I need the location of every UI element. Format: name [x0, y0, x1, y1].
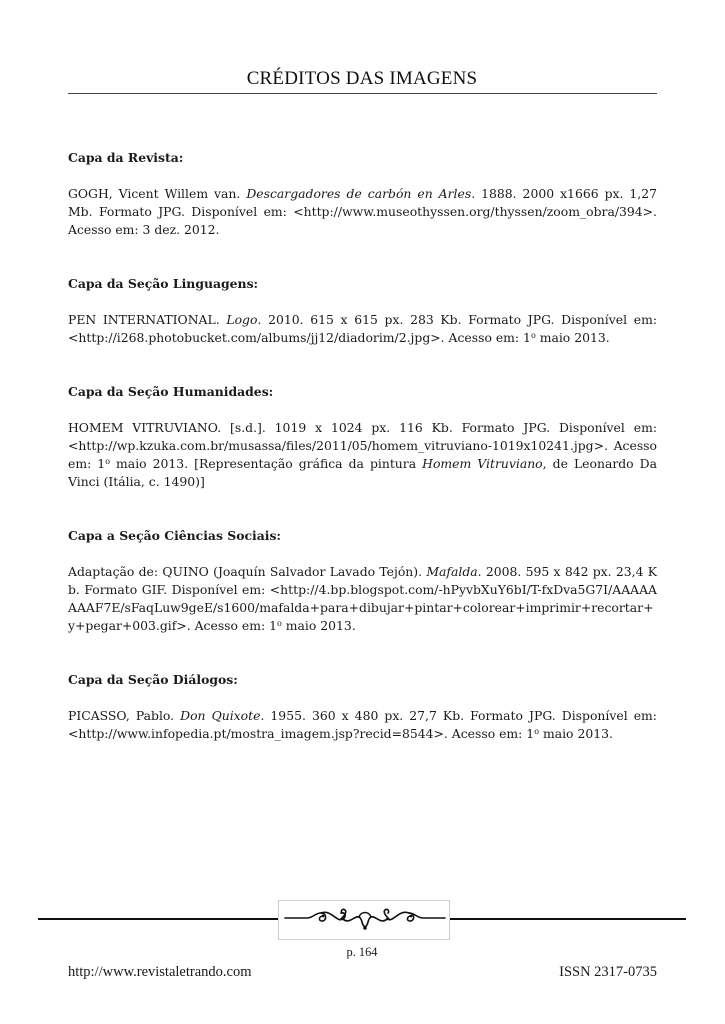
- footer-website-url: http://www.revistaletrando.com: [68, 964, 252, 980]
- footer-ornament: [278, 900, 450, 940]
- credit-section-cover: [68, 149, 657, 239]
- citation-text: maio 2013. [Representação gráfica da pintura: [110, 456, 423, 471]
- citation-text: . 2010. 615 x 615 px. 283 Kb. Formato JPG. Disponível em: <http://i268.photobucket.com/albums/jj12/diadorim/2.jpg>. Acesso em: 1: [68, 312, 657, 345]
- citation-entry: [68, 419, 657, 491]
- citation-text: maio 2013.: [535, 330, 610, 345]
- citation-entry: [68, 185, 657, 239]
- footer-issn: ISSN 2317-0735: [559, 964, 657, 980]
- citation-text: Adaptação de: QUINO (Joaquín Salvador Lavado Tejón).: [68, 564, 427, 579]
- section-heading: Capa da Seção Linguagens:: [68, 276, 259, 291]
- footer-rule-right: [450, 918, 686, 920]
- flourish-ornament-icon: [279, 901, 451, 941]
- section-heading: Capa da Seção Diálogos:: [68, 672, 238, 687]
- page-title: CRÉDITOS DAS IMAGENS: [246, 68, 478, 89]
- page-number: p. 164: [346, 945, 378, 959]
- citation-title: Don Quixote: [180, 708, 261, 723]
- credit-section-dialogos: [68, 671, 657, 743]
- citation-text: . 1888. 2000 x1666 px. 1,27 Mb. Formato JPG. Disponível em: <http://www.museothyssen.org/thyssen/zoom_obra/394>. Acesso em: 3 dez. 2012.: [68, 186, 657, 237]
- citation-title: Logo: [226, 312, 258, 327]
- ordinal-superscript: o: [277, 619, 282, 628]
- ordinal-superscript: o: [530, 331, 536, 340]
- citation-text: . 2008. 595 x 842 px. 23,4 Kb. Formato GIF. Disponível em: <http://4.bp.blogspot.com/-hPyvbXuY6bI/T-fxDva5G7I/AAAAAAAAF7E/sFaqLuw9geE/s1600/mafalda+para+dibujar+pintar+colorear+imprimir+recortar+y+pegar+003.gif>. Acesso em: 1: [68, 564, 657, 633]
- citation-entry: [68, 707, 657, 743]
- section-heading: Capa da Revista:: [68, 150, 184, 165]
- ordinal-superscript: o: [105, 457, 111, 466]
- title-divider: [68, 93, 657, 94]
- citation-text: maio 2013.: [281, 618, 356, 633]
- section-heading: Capa da Seção Humanidades:: [68, 384, 274, 399]
- credit-section-linguagens: [68, 275, 657, 347]
- ordinal-superscript: o: [534, 727, 540, 736]
- citation-text: PEN INTERNATIONAL.: [68, 312, 227, 327]
- citation-entry: [68, 563, 657, 635]
- section-heading: Capa a Seção Ciências Sociais:: [68, 528, 282, 543]
- citation-title: Descargadores de carbón en Arles: [246, 186, 472, 201]
- citation-entry: [68, 311, 657, 347]
- citation-text: maio 2013.: [539, 726, 613, 741]
- citation-text: PICASSO, Pablo.: [68, 708, 181, 723]
- citation-title: Homem Vitruviano: [422, 456, 543, 471]
- citation-text: GOGH, Vicent Willem van.: [68, 186, 247, 201]
- citation-title: Mafalda: [426, 564, 478, 579]
- citation-text: , de Leonardo Da Vinci (Itália, c. 1490)]: [68, 456, 658, 489]
- credit-section-humanidades: [68, 383, 657, 491]
- citation-text: . 1955. 360 x 480 px. 27,7 Kb. Formato JPG. Disponível em: <http://www.infopedia.pt/mostra_imagem.jsp?recid=8544>. Acesso em: 1: [68, 708, 657, 741]
- citation-text: HOMEM VITRUVIANO. [s.d.]. 1019 x 1024 px. 116 Kb. Formato JPG. Disponível em: <http://wp.kzuka.com.br/musassa/files/2011/05/homem_vitruviano-1019x10241.jpg>. Acesso em: 1: [68, 420, 657, 471]
- credit-section-ciencias-sociais: [68, 527, 657, 635]
- footer-rule-left: [38, 918, 278, 920]
- credits-list: [68, 149, 657, 743]
